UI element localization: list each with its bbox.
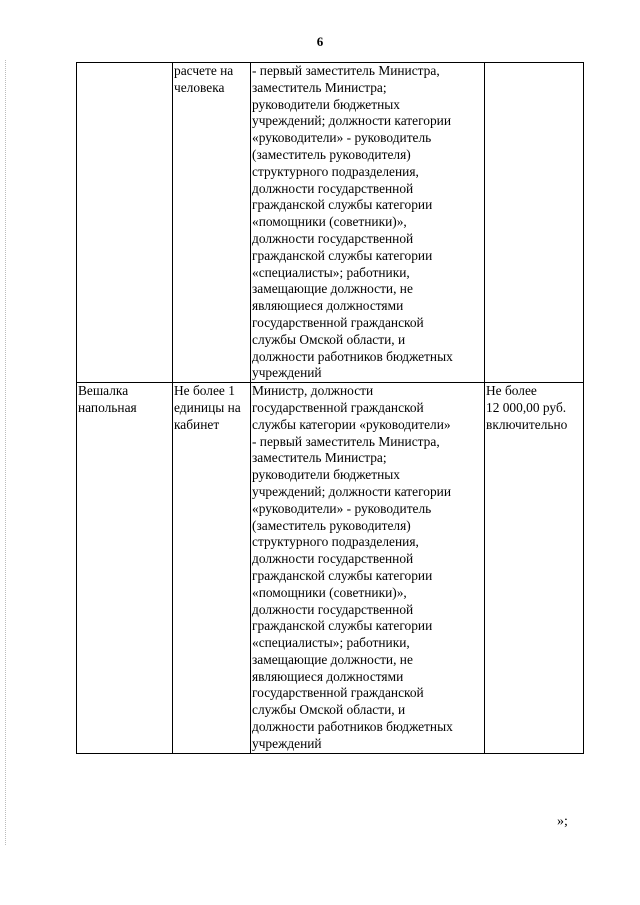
cell-text-line: - первый заместитель Министра, [252,63,440,78]
cell-text-line: государственной гражданской [252,685,424,701]
cell-text-line: гражданской службы категории [252,618,433,634]
table-row [77,383,584,754]
price-cell [485,383,584,754]
cell-text-line: руководители бюджетных [252,96,400,112]
table-row [77,63,584,383]
item-name-cell [77,383,173,754]
closing-quote-mark: »; [557,814,568,829]
cell-text-line: (заместитель руководителя) [252,146,411,162]
cell-text-line: «руководители» - руководитель [252,500,432,516]
cell-text-line: единицы на [174,399,241,415]
cell-text-line: должности государственной [252,230,414,246]
cell-text-line: включительно [486,416,568,432]
cell-text-line: «руководители» - руководитель [252,130,432,146]
cell-text-line: являющиеся должностями [252,298,404,314]
cell-text-line: должности государственной [252,180,414,196]
cell-text-line: «помощники (советники)», [252,584,407,600]
cell-text-line: напольная [78,399,137,415]
cell-text-line: Не более [486,383,537,399]
cell-text-line: учреждений [252,735,322,751]
cell-text-line: «специалисты»; работники, [252,635,410,651]
quantity-norm-cell [173,63,251,383]
positions-cell [251,63,485,383]
cell-text-line: гражданской службы категории [252,567,433,583]
cell-text-line: замещающие должности, не [252,281,413,297]
cell-text-line: (заместитель руководителя) [252,517,411,533]
cell-text-line: структурного подразделения, [252,163,419,179]
cell-text-line: должности работников бюджетных [252,348,453,364]
price-cell [485,63,584,383]
cell-text-line: службы категории «руководители» [252,416,451,432]
cell-text-line: кабинет [174,416,220,432]
cell-text-line: государственной гражданской [252,399,424,415]
cell-text-line: человека [174,79,225,95]
item-name-cell [77,63,173,383]
furniture-norms-table [76,62,584,754]
cell-text-line: заместитель Министра; [252,450,387,466]
cell-text-line: - первый заместитель Министра, [252,433,440,449]
table-body [77,63,584,754]
cell-text-line: замещающие должности, не [252,651,413,667]
cell-text-line: службы Омской области, и [252,702,406,718]
cell-text-line: 12 000,00 руб. [486,399,567,415]
cell-text-line: структурного подразделения, [252,534,419,550]
cell-text-line: заместитель Министра; [252,79,387,95]
cell-text-line: службы Омской области, и [252,331,406,347]
cell-text-line: должности государственной [252,551,414,567]
quantity-norm-cell [173,383,251,754]
cell-text-line: гражданской службы категории [252,247,433,263]
cell-text-line: руководители бюджетных [252,467,400,483]
cell-text-line: учреждений; должности категории [252,113,451,129]
positions-cell [251,383,485,754]
cell-text-line: являющиеся должностями [252,668,404,684]
cell-text-line: гражданской службы категории [252,197,433,213]
cell-text-line: Вешалка [78,383,129,399]
cell-text-line: учреждений [252,365,322,381]
cell-text-line: «помощники (советники)», [252,214,407,230]
cell-text-line: Не более 1 [174,383,235,399]
scan-edge [5,60,6,845]
cell-text-line: должности государственной [252,601,414,617]
cell-text-line: расчете на [174,63,234,78]
cell-text-line: учреждений; должности категории [252,483,451,499]
page-number: 6 [316,34,324,49]
cell-text-line: государственной гражданской [252,314,424,330]
cell-text-line: должности работников бюджетных [252,719,453,735]
cell-text-line: «специалисты»; работники, [252,264,410,280]
cell-text-line: Министр, должности [252,383,374,399]
